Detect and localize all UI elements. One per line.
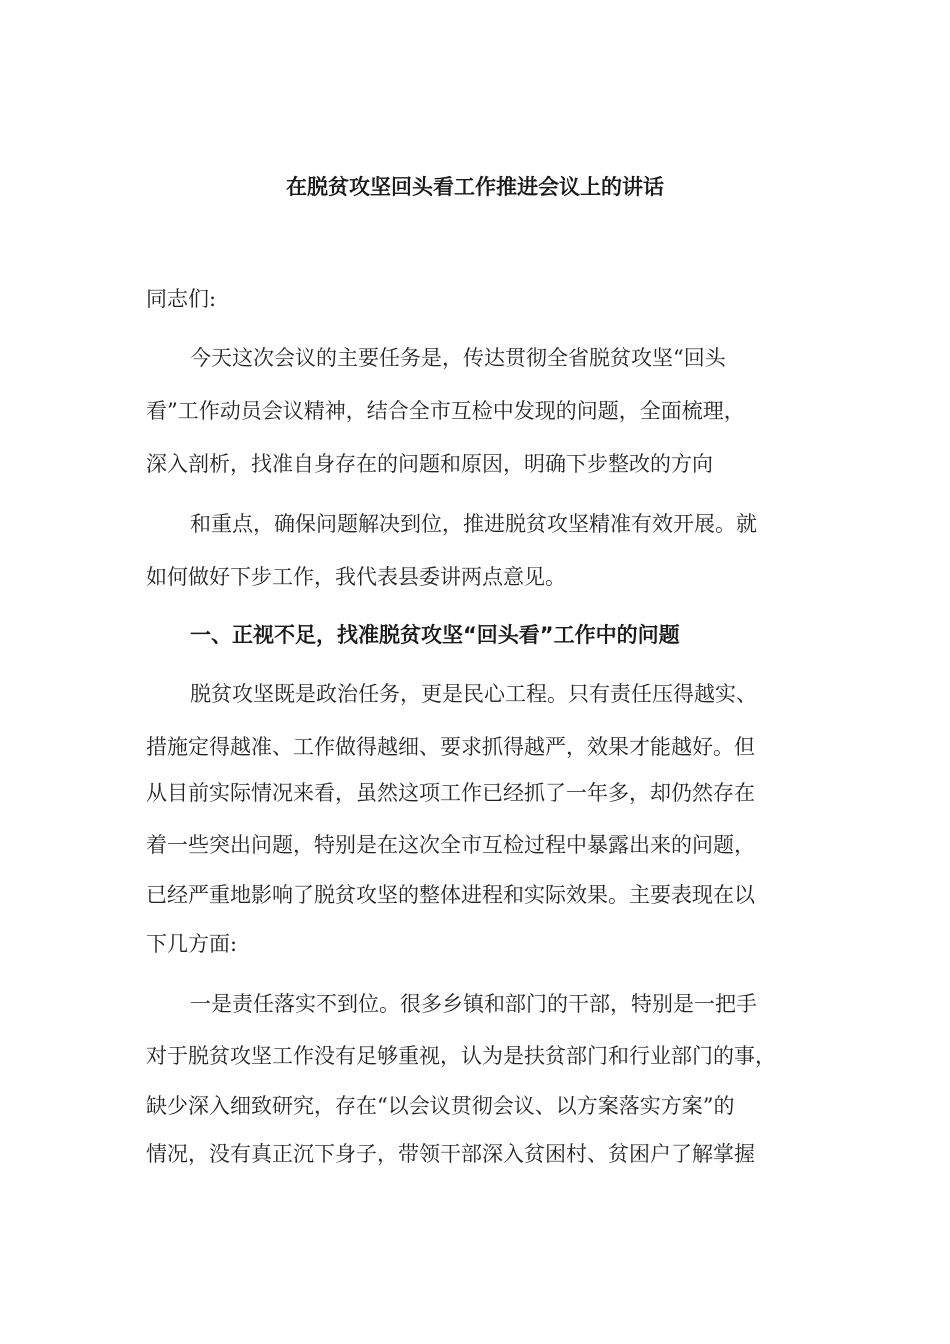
paragraph-line: 已经严重地影响了脱贫攻坚的整体进程和实际效果。主要表现在以 (146, 883, 755, 907)
paragraph-line: 缺少深入细致研究，存在“以会议贯彻会议、以方案落实方案”的 (146, 1094, 735, 1118)
paragraph-line: 今天这次会议的主要任务是，传达贯彻全省脱贫攻坚“回头 (190, 346, 726, 370)
paragraph-line: 深入剖析，找准自身存在的问题和原因，明确下步整改的方向 (146, 452, 713, 476)
paragraph-line: 看”工作动员会议精神，结合全市互检中发现的问题，全面梳理， (146, 399, 745, 423)
paragraph-line: 措施定得越准、工作做得越细、要求抓得越严，效果才能越好。但 (146, 735, 755, 759)
paragraph-line: 一是责任落实不到位。很多乡镇和部门的干部，特别是一把手 (190, 992, 757, 1016)
paragraph-line: 下几方面: (146, 932, 238, 956)
document-title: 在脱贫攻坚回头看工作推进会议上的讲话 (286, 175, 664, 199)
paragraph-line: 脱贫攻坚既是政治任务，更是民心工程。只有责任压得越实、 (190, 682, 757, 706)
paragraph-line: 情况，没有真正沉下身子，带领干部深入贫困村、贫困户了解掌握 (146, 1142, 755, 1166)
paragraph-line: 着一些突出问题，特别是在这次全市互检过程中暴露出来的问题， (146, 833, 755, 857)
paragraph-line: 对于脱贫攻坚工作没有足够重视，认为是扶贫部门和行业部门的事， (146, 1044, 776, 1068)
section-heading: 一、正视不足，找准脱贫攻坚“回头看”工作中的问题 (190, 623, 680, 647)
paragraph-line: 和重点，确保问题解决到位，推进脱贫攻坚精准有效开展。就 (190, 512, 757, 536)
salutation: 同志们: (146, 287, 217, 311)
paragraph-line: 从目前实际情况来看，虽然这项工作已经抓了一年多，却仍然存在 (146, 781, 755, 805)
paragraph-line: 如何做好下步工作，我代表县委讲两点意见。 (146, 565, 566, 589)
